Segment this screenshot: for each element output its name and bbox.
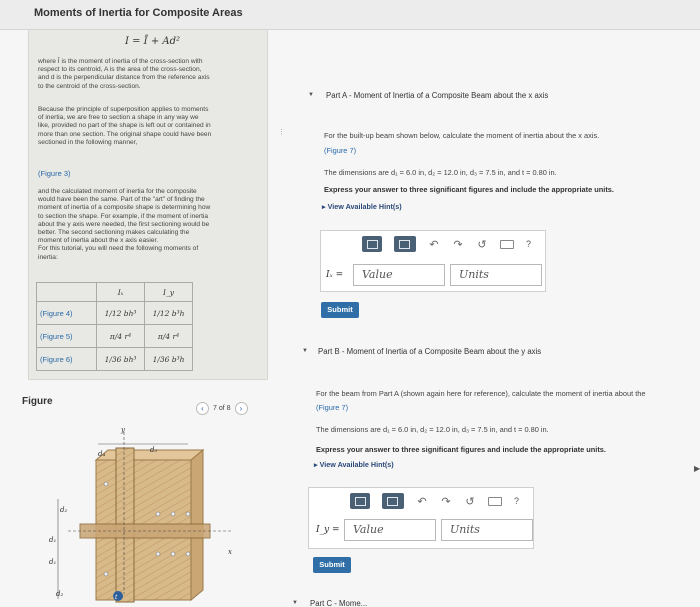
side-expand-icon[interactable]: ▶ [694, 464, 700, 473]
superposition-paragraph: Because the principle of superposition applies to moments of inertia, we are free to section a shape in any way we like, provided no part of the shape is left out or contained in more than one section. The original shape could have been sectioned in the following manner, [38, 106, 212, 146]
part-a-submit-button[interactable]: Submit [321, 302, 359, 318]
d2-label-lower: d₂ [56, 590, 64, 598]
part-b-submit-button[interactable]: Submit [313, 557, 351, 573]
redo-icon[interactable]: ↷ [453, 238, 463, 251]
t-label: t [115, 594, 118, 601]
help-icon[interactable]: ? [526, 239, 532, 249]
part-b-figure-link[interactable]: (Figure 7) [316, 403, 349, 412]
part-a-hint-link[interactable]: ▸ View Available Hint(s) [322, 202, 402, 211]
keyboard-icon[interactable] [488, 497, 502, 506]
d2-label: d₂ [60, 506, 68, 514]
d4-label: d₄ [98, 450, 106, 458]
part-a-title: Part A - Moment of Inertia of a Composite Beam about the x axis [326, 91, 549, 100]
part-b-collapse-icon[interactable]: ▼ [302, 348, 308, 354]
part-c-title: Part C - Mome... [310, 599, 368, 607]
table-header-cell [37, 283, 97, 302]
table-cell: 1/12 bh³ [97, 302, 145, 325]
table-cell: π/4 r⁴ [97, 325, 145, 348]
reset-icon[interactable]: ↺ [465, 495, 475, 508]
part-a-prompt: For the built-up beam shown below, calculate the moment of inertia about the x axis. [324, 131, 600, 140]
part-a-collapse-icon[interactable]: ▼ [308, 92, 314, 98]
iy-variable-label: I_y = [316, 525, 340, 535]
part-b-prompt: For the beam from Part A (shown again here for reference), calculate the moment of inertia about the [316, 389, 646, 398]
table-row [37, 302, 193, 325]
undo-icon[interactable]: ↶ [429, 238, 439, 251]
part-a-instruction: Express your answer to three significant figures and include the appropriate units. [324, 185, 614, 194]
redo-icon[interactable]: ↷ [441, 495, 451, 508]
d1-label-lower: d₁ [49, 558, 57, 566]
divider-dots: ⋮ [278, 129, 285, 136]
keyboard-icon[interactable] [500, 240, 514, 249]
prev-figure-button[interactable]: ‹ [196, 402, 209, 415]
page-title: Moments of Inertia for Composite Areas [34, 7, 243, 19]
symbols-button[interactable] [382, 493, 404, 509]
part-a-dimensions: The dimensions are d₁ = 6.0 in, d₂ = 12.0 in, d₃ = 7.5 in, and t = 0.80 in. [324, 168, 557, 177]
help-icon[interactable]: ? [514, 496, 520, 506]
part-b-instruction: Express your answer to three significant figures and include the appropriate units. [316, 445, 606, 454]
part-b-hint-link[interactable]: ▸ View Available Hint(s) [314, 460, 394, 469]
moments-table [36, 282, 193, 371]
part-a-figure-link[interactable]: (Figure 7) [324, 146, 357, 155]
d3-label: d₃ [150, 446, 158, 454]
intro-paragraph: where Ī is the moment of inertia of the cross-section with respect to its centroid, A is the area of the cross-section, and d is the perpendicular distance from the reference axis to the centroid of the cross-section. [38, 58, 210, 90]
table-cell: 1/36 bh³ [97, 348, 145, 371]
figure-6-link[interactable]: (Figure 6) [37, 348, 97, 371]
part-a-value-input[interactable]: Value [353, 264, 445, 286]
part-b-toolbar [350, 493, 519, 509]
template-button[interactable] [362, 236, 382, 252]
ix-variable-label: Iₓ = [326, 270, 344, 280]
table-row [37, 348, 193, 371]
table-header-cell: I_y [145, 283, 193, 302]
next-figure-button[interactable]: › [235, 402, 248, 415]
table-cell: π/4 r⁴ [145, 325, 193, 348]
part-a-toolbar [362, 236, 531, 252]
page-header [0, 0, 700, 30]
beam-figure [38, 424, 248, 607]
figure-heading: Figure [22, 396, 53, 407]
d1-label: d₁ [49, 536, 57, 544]
part-c-collapse-icon[interactable]: ▼ [292, 600, 298, 606]
figure-4-link[interactable]: (Figure 4) [37, 302, 97, 325]
beam-diagram [38, 424, 248, 607]
y-label: y [121, 426, 125, 434]
table-row [37, 325, 193, 348]
table-header-row [37, 283, 193, 302]
part-b-value-input[interactable]: Value [344, 519, 436, 541]
part-b-dimensions: The dimensions are d₁ = 6.0 in, d₂ = 12.0 in, d₃ = 7.5 in, and t = 0.80 in. [316, 425, 549, 434]
reset-icon[interactable]: ↺ [477, 238, 487, 251]
part-b-title: Part B - Moment of Inertia of a Composite Beam about the y axis [318, 347, 542, 356]
figure-page-indicator: 7 of 8 [213, 405, 231, 412]
template-button[interactable] [350, 493, 370, 509]
figure-pager [196, 402, 248, 415]
x-label: x [228, 548, 232, 556]
table-cell: 1/36 b³h [145, 348, 193, 371]
inertia-formula: I = Ī + Ad² [125, 36, 181, 47]
figure-5-link[interactable]: (Figure 5) [37, 325, 97, 348]
table-header-cell: Iₓ [97, 283, 145, 302]
undo-icon[interactable]: ↶ [417, 495, 427, 508]
part-a-units-input[interactable]: Units [450, 264, 542, 286]
table-cell: 1/12 b³h [145, 302, 193, 325]
symbols-button[interactable] [394, 236, 416, 252]
figure-3-link[interactable]: (Figure 3) [38, 169, 71, 178]
sectioning-paragraph: and the calculated moment of inertia for the composite would have been the same. Part of the "art" of finding the moment of inertia of a composite shape is determining how to section the shape. For example, if the moment of inertia about the y axis were needed, the first sectioning would be better. The second sectioning makes calculating the moment of inertia about the x axis easier. For this tutorial, you will need the following moments of inertia: [38, 188, 211, 261]
part-b-units-input[interactable]: Units [441, 519, 533, 541]
